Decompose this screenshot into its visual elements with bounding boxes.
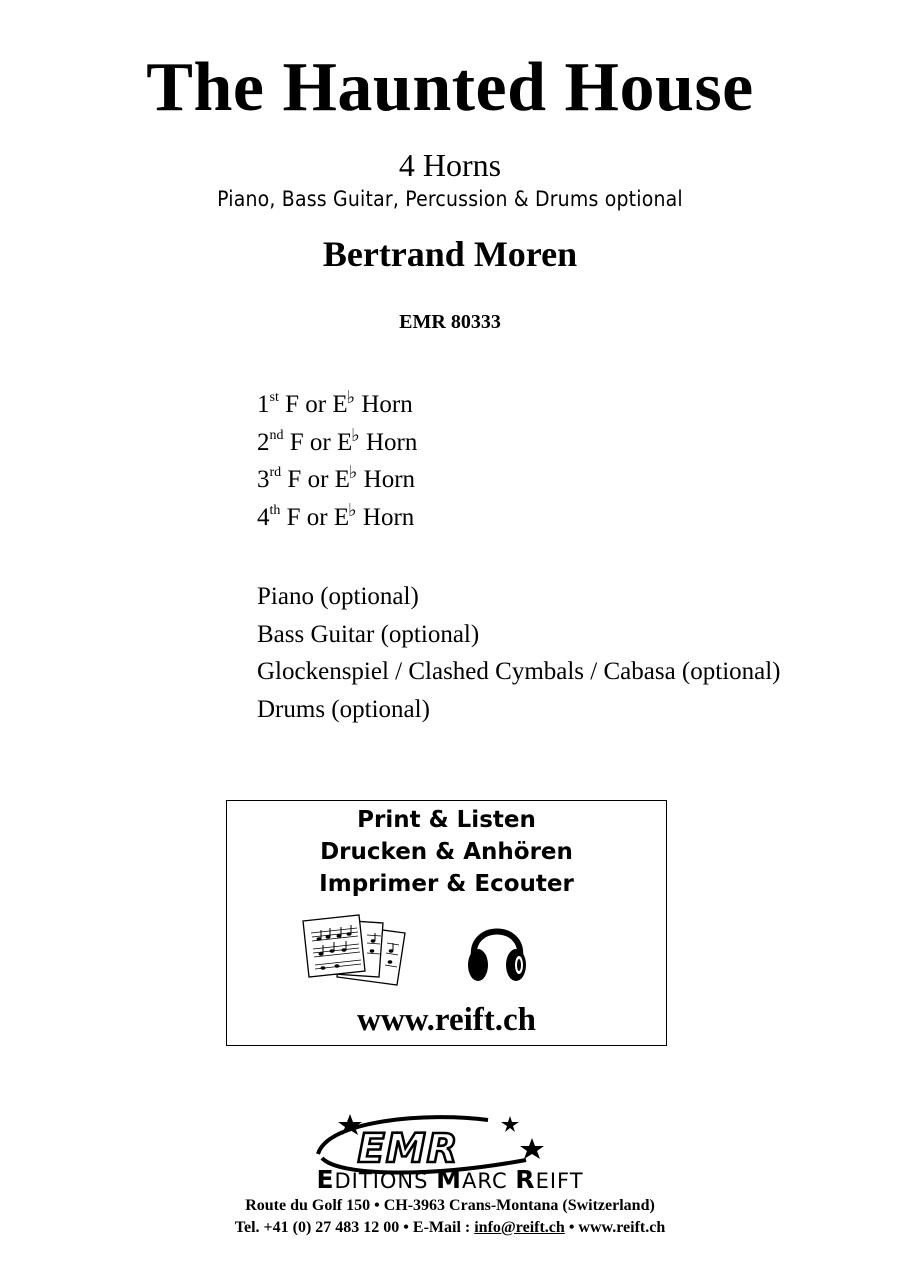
email-link[interactable]: info@reift.ch — [474, 1219, 565, 1236]
phone: Tel. +41 (0) 27 483 12 00 — [234, 1219, 400, 1236]
headphones-icon — [464, 913, 530, 989]
optional-part: Glockenspiel / Clashed Cymbals / Cabasa (optional) — [257, 658, 781, 686]
publisher-name: EDITIONS MARC REIFT — [316, 1165, 584, 1194]
promo-line: Drucken & Anhören — [320, 839, 573, 865]
optional-part: Piano (optional) — [257, 582, 419, 610]
publisher-address: Route du Golf 150 • CH-3963 Crans-Montana (Switzerland) — [245, 1197, 655, 1214]
subtitle: 4 Horns — [398, 147, 502, 183]
horn-part: 2nd F or E♭ Horn — [257, 424, 418, 456]
instrumentation-note: Piano, Bass Guitar, Percussion & Drums optional — [217, 187, 683, 211]
website: www.reift.ch — [578, 1219, 666, 1236]
composer-name: Bertrand Moren — [322, 234, 578, 274]
horn-part: 3rd F or E♭ Horn — [257, 462, 416, 494]
parts-list — [257, 386, 877, 729]
horn-part: 4th F or E♭ Horn — [257, 500, 415, 532]
email-label: E-Mail : — [412, 1219, 471, 1236]
sheet-music-icon — [301, 913, 411, 989]
promo-line: Print & Listen — [357, 807, 536, 833]
promo-url: www.reift.ch — [356, 1002, 537, 1038]
publisher-contact: Tel. +41 (0) 27 483 12 00 • E-Mail : info@reift.ch • www.reift.ch — [234, 1219, 666, 1236]
logo-text: EMR — [357, 1126, 459, 1172]
catalog-number: EMR 80333 — [399, 311, 501, 333]
promo-line: Imprimer & Ecouter — [319, 871, 574, 897]
page-title: The Haunted House — [146, 49, 754, 126]
print-listen-box — [226, 800, 667, 1046]
horn-part: 1st F or E♭ Horn — [257, 387, 413, 418]
optional-part: Bass Guitar (optional) — [257, 620, 480, 648]
optional-part: Drums (optional) — [257, 695, 430, 723]
